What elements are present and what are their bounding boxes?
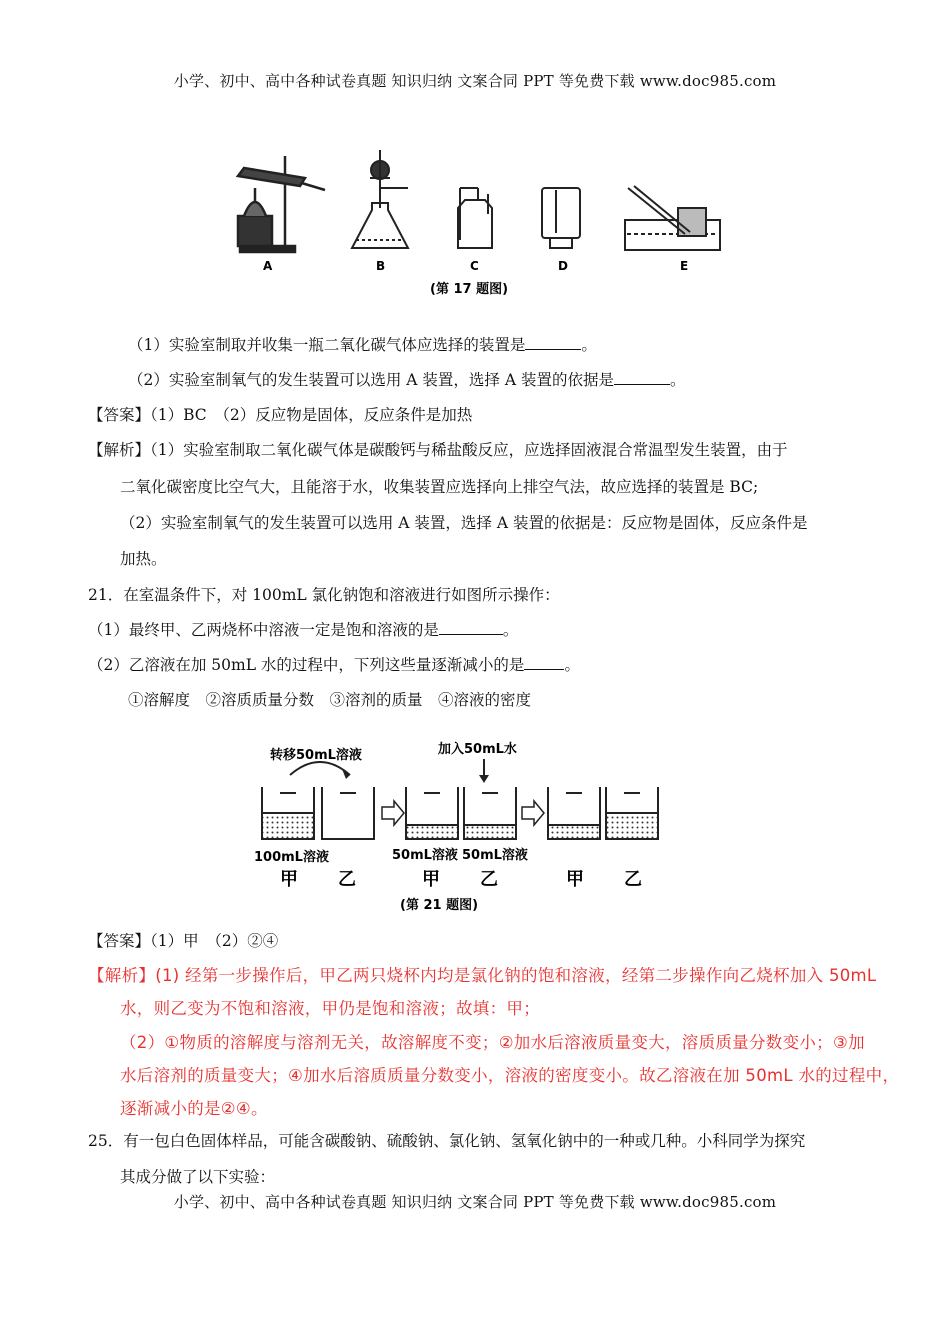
apparatus-b <box>352 150 408 248</box>
figure-17-apparatus <box>230 148 730 298</box>
q21-analysis-2b: 水后溶剂的质量变大；④加水后溶质质量分数变小，溶液的密度变小。故乙溶液在加 50mL 水的过程中， <box>120 1066 900 1085</box>
fig21-yi-3: 乙 <box>624 869 642 890</box>
q17-answer: 【答案】（1）BC （2）反应物是固体，反应条件是加热 <box>88 406 473 424</box>
beaker-jia-2 <box>406 787 458 839</box>
q21-part1: （1）最终甲、乙两烧杯中溶液一定是饱和溶液的是 。 <box>88 621 519 639</box>
q17-analysis-1a: 【解析】（1）实验室制取二氧化碳气体是碳酸钙与稀盐酸反应，应选择固液混合常温型发生装置，由于 <box>88 441 788 459</box>
fig21-vol-50a: 50mL溶液 <box>392 848 458 863</box>
fig21-yi-2: 乙 <box>480 869 498 890</box>
fig17-label-c: C <box>470 259 479 273</box>
beaker-jia-3 <box>548 787 600 839</box>
fig21-vol-50b: 50mL溶液 <box>462 848 528 863</box>
apparatus-d <box>542 188 580 248</box>
figure-21-beakers <box>250 735 670 915</box>
arrow-2 <box>522 801 544 825</box>
q17-analysis-2a: （2）实验室制氧气的发生装置可以选用 A 装置，选择 A 装置的依据是：反应物是固体，反应条件是 <box>120 514 808 532</box>
fig21-caption: (第 21 题图) <box>400 898 479 913</box>
fig21-jia-3: 甲 <box>566 869 584 890</box>
fig21-add-water-label: 加入50mL水 <box>438 742 517 757</box>
q21-analysis-2c: 逐渐减小的是②④。 <box>120 1099 268 1118</box>
q17-part2: （2）实验室制氧气的发生装置可以选用 A 装置，选择 A 装置的依据是 。 <box>128 371 686 389</box>
fig21-jia-1: 甲 <box>280 869 298 890</box>
fig21-transfer-label: 转移50mL溶液 <box>270 748 362 763</box>
arrow-1 <box>382 801 404 825</box>
q21-analysis-1a: 【解析】(1) 经第一步操作后，甲乙两只烧杯内均是氯化钠的饱和溶液，经第二步操作向乙烧杯加入 50mL <box>88 966 877 985</box>
q17-analysis-2b: 加热。 <box>120 550 167 568</box>
apparatus-a <box>238 156 325 252</box>
q17-analysis-1b: 二氧化碳密度比空气大，且能溶于水，收集装置应选择向上排空气法，故应选择的装置是 BC; <box>120 478 759 496</box>
q25-stem-a: 25．有一包白色固体样品，可能含碳酸钠、硫酸钠、氯化钠、氢氧化钠中的一种或几种。小科同学为探究 <box>88 1132 806 1150</box>
page-header: 小学、初中、高中各种试卷真题 知识归纳 文案合同 PPT 等免费下载 www.doc985.com <box>173 72 777 90</box>
q21-answer: 【答案】（1）甲 （2）②④ <box>88 932 279 950</box>
fig17-label-b: B <box>376 259 386 273</box>
q21-stem: 21．在室温条件下，对 100mL 氯化钠饱和溶液进行如图所示操作： <box>88 586 560 604</box>
page-footer: 小学、初中、高中各种试卷真题 知识归纳 文案合同 PPT 等免费下载 www.doc985.com <box>173 1193 777 1211</box>
fig17-label-e: E <box>680 259 689 273</box>
fig21-yi-1: 乙 <box>338 869 356 890</box>
fig17-label-a: A <box>263 259 273 273</box>
beaker-yi-3 <box>606 787 658 839</box>
fig17-label-d: D <box>558 259 568 273</box>
q21-options: ①溶解度 ②溶质质量分数 ③溶剂的质量 ④溶液的密度 <box>128 691 532 709</box>
apparatus-c <box>458 188 492 248</box>
beaker-jia-1 <box>262 787 314 839</box>
q17-part1: （1）实验室制取并收集一瓶二氧化碳气体应选择的装置是 。 <box>128 336 597 354</box>
fig17-caption: (第 17 题图) <box>430 282 509 297</box>
apparatus-e <box>625 186 720 250</box>
q21-part2: （2）乙溶液在加 50mL 水的过程中，下列这些量逐渐减小的是 。 <box>88 656 580 674</box>
beaker-yi-2 <box>464 787 516 839</box>
q21-analysis-1b: 水，则乙变为不饱和溶液，甲仍是饱和溶液；故填：甲； <box>120 999 540 1018</box>
q21-analysis-2a: （2）①物质的溶解度与溶剂无关，故溶解度不变；②加水后溶液质量变大，溶质质量分数变小；③加 <box>120 1033 865 1052</box>
beaker-yi-1 <box>322 787 374 839</box>
fig21-vol-100: 100mL溶液 <box>254 850 329 865</box>
fig21-jia-2: 甲 <box>422 869 440 890</box>
q25-stem-b: 其成分做了以下实验： <box>120 1168 276 1186</box>
